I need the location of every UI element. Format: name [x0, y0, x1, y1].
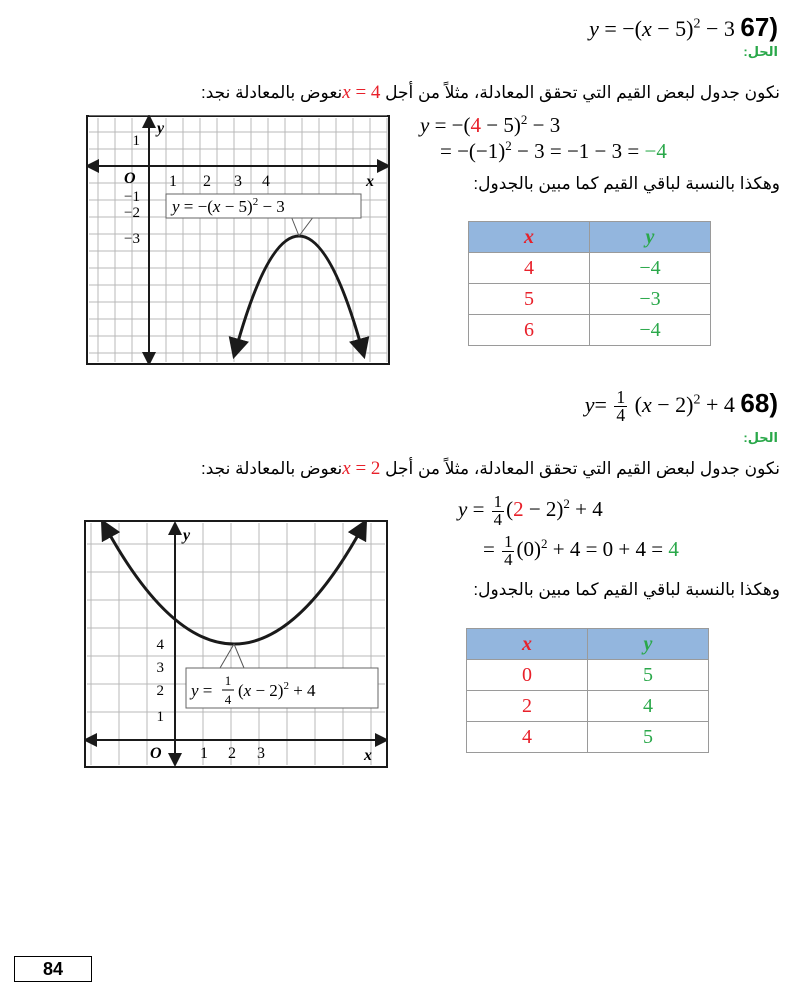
x-tick-label: 3: [257, 745, 265, 762]
x-tick-label: 1: [200, 745, 208, 762]
table-cell-x: 6: [469, 315, 590, 346]
rest-text-67: وهكذا بالنسبة لباقي القيم كما مبين بالجدول:: [473, 174, 780, 193]
table-cell-x: 4: [469, 253, 590, 284]
problem-67-number: 67): [740, 12, 778, 42]
step1-67: $y = -(4 - 5)^2 - 3$: [420, 112, 561, 137]
solution-label-67: الحل:: [743, 44, 778, 59]
solution-label-68: الحل:: [743, 430, 778, 445]
x-axis-label: x: [366, 173, 374, 190]
y-tick-label: 4: [156, 637, 164, 653]
table-row: [469, 315, 711, 346]
y-tick-label: −1: [124, 189, 140, 205]
y-tick-label: 3: [156, 660, 164, 676]
equation-label-num: 1: [224, 673, 232, 688]
table-header-y: y: [590, 222, 711, 253]
table-row: [469, 253, 711, 284]
table-header-y: y: [588, 629, 709, 660]
table-header: [467, 629, 709, 660]
table-cell-y: −4: [590, 315, 711, 346]
y-tick-label: −3: [124, 231, 140, 247]
x-tick-label: 3: [234, 173, 242, 190]
table-header: [469, 222, 711, 253]
y-tick-label: 1: [156, 709, 164, 725]
intro-67: نكون جدول لبعض القيم التي تحقق المعادلة، مثلاً من أجل 4x = نعوض بالمعادلة نجد:: [201, 82, 780, 103]
problem-67-heading: $y = -(x - 5)^2 - 3$ 67): [589, 12, 778, 42]
table-cell-y: 5: [588, 722, 709, 753]
table-cell-y: −4: [590, 253, 711, 284]
x-tick-label: 1: [169, 173, 177, 190]
equation-label-lhs: y =: [191, 681, 213, 700]
y-tick-label: −2: [124, 205, 140, 221]
step2-67: = $-(-1)^2 - 3 = -1 - 3 = -4$: [440, 138, 667, 163]
y-axis-label: y: [157, 120, 165, 137]
rest-text-68: وهكذا بالنسبة لباقي القيم كما مبين بالجدول:: [473, 580, 780, 599]
graph-68: [84, 520, 388, 768]
intro-68: نكون جدول لبعض القيم التي تحقق المعادلة، مثلاً من أجل 2x = نعوض بالمعادلة نجد:: [201, 458, 780, 479]
y-axis-label: y: [183, 527, 191, 544]
table-cell-x: 5: [469, 284, 590, 315]
equation-label-den: 4: [224, 692, 232, 707]
step1-68: y = $\frac{1}{4}$ $(2 - 2)^2 + 4$: [458, 492, 603, 529]
table-header-x: x: [467, 629, 588, 660]
table-cell-x: 0: [467, 660, 588, 691]
table-cell-y: 4: [588, 691, 709, 722]
table-cell-y: −3: [590, 284, 711, 315]
x-tick-label: 2: [228, 745, 236, 762]
table-row: [467, 660, 709, 691]
table-row: [467, 691, 709, 722]
graph-67: [86, 115, 390, 365]
problem-68-heading: y= $\frac{1}{4}$ $(x - 2)^2 + 4$ 68): [584, 386, 778, 426]
origin-label: O: [124, 170, 136, 187]
y-tick-label: 1: [132, 133, 140, 149]
values-table-67: [468, 221, 711, 346]
page-number: 84: [14, 956, 92, 982]
x-tick-label: 4: [262, 173, 270, 190]
table-row: [467, 722, 709, 753]
equation-label-rhs: $(x - 2)^2 + 4$: [238, 680, 316, 700]
table-row: [469, 284, 711, 315]
x-axis-label: x: [364, 747, 372, 764]
table-cell-x: 4: [467, 722, 588, 753]
equation-label: $y = -(x - 5)^2 - 3$: [172, 196, 285, 216]
step2-68: = $\frac{1}{4}$ $(0)^2 + 4 = 0 + 4 = 4$: [483, 532, 679, 569]
table-cell-x: 2: [467, 691, 588, 722]
origin-label: O: [150, 745, 162, 762]
y-tick-label: 2: [156, 683, 164, 699]
x-tick-label: 2: [203, 173, 211, 190]
table-header-x: x: [469, 222, 590, 253]
table-cell-y: 5: [588, 660, 709, 691]
problem-68-number: 68): [740, 388, 778, 418]
values-table-68: [466, 628, 709, 753]
